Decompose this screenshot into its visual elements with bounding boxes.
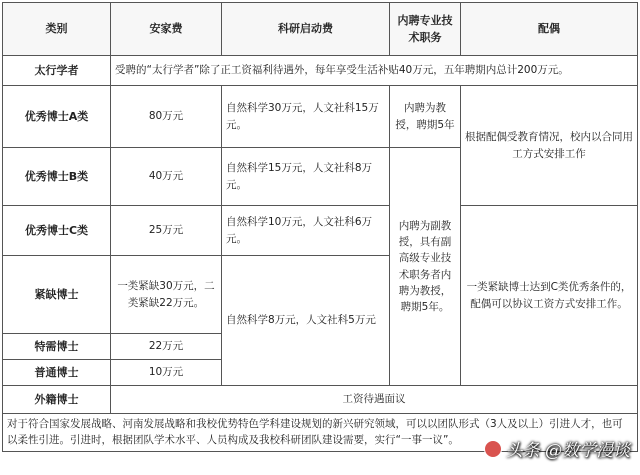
category-ordinary: 普通博士: [3, 360, 111, 386]
row-external: [3, 386, 638, 414]
spouse-shortage: 一类紧缺博士达到C类优秀条件的，配偶可以协议工资方式安排工作。: [461, 206, 638, 386]
settle-fee-excellent-a: 80万元: [111, 86, 222, 148]
row-excellent-c: [3, 206, 638, 256]
research-fund-excellent-b: 自然科学15万元，人文社科8万元。: [222, 148, 390, 206]
taihang-benefit: 受聘的“太行学者”除了正工资福利待遇外，每年享受生活补贴40万元，五年聘期内总计200万元。: [111, 56, 638, 86]
row-footnote: [3, 414, 638, 452]
settle-fee-ordinary: 10万元: [111, 360, 222, 386]
settle-fee-shortage: 一类紧缺30万元，二类紧缺22万元。: [111, 256, 222, 334]
header-position: 内聘专业技术职务: [390, 3, 461, 56]
external-benefit: 工资待遇面议: [111, 386, 638, 414]
spouse-excellent-ab: 根据配偶受教育情况，校内以合同用工方式安排工作: [461, 86, 638, 206]
row-taihang: [3, 56, 638, 86]
category-excellent-c: 优秀博士C类: [3, 206, 111, 256]
settle-fee-excellent-b: 40万元: [111, 148, 222, 206]
settle-fee-excellent-c: 25万元: [111, 206, 222, 256]
team-introduction-note: 对于符合国家发展战略、河南发展战略和我校优势特色学科建设规划的新兴研究领域，可以以团队形式（3人及以上）引进人才，也可以柔性引进。引进时，根据团队学术水平、人员构成及我校科研团队建设需要，实行“一事一议”。: [3, 414, 638, 452]
header-spouse: 配偶: [461, 3, 638, 56]
category-taihang: 太行学者: [3, 56, 111, 86]
position-excellent-a: 内聘为教授，聘期5年: [390, 86, 461, 148]
research-fund-lower-tier: 自然科学8万元，人文社科5万元: [222, 256, 390, 386]
research-fund-excellent-c: 自然科学10万元，人文社科6万元。: [222, 206, 390, 256]
talent-policy-table: [2, 2, 638, 452]
category-external: 外籍博士: [3, 386, 111, 414]
watermark-text: 头条 @数学漫谈: [505, 441, 630, 461]
category-shortage: 紧缺博士: [3, 256, 111, 334]
category-excellent-a: 优秀博士A类: [3, 86, 111, 148]
header-research-fund: 科研启动费: [222, 3, 390, 56]
header-row: [3, 3, 638, 56]
research-fund-excellent-a: 自然科学30万元，人文社科15万元。: [222, 86, 390, 148]
header-settle-fee: 安家费: [111, 3, 222, 56]
category-excellent-b: 优秀博士B类: [3, 148, 111, 206]
position-excellent-b-to-ordinary: 内聘为副教授，具有副高级专业技术职务者内聘为教授，聘期5年。: [390, 148, 461, 386]
settle-fee-special-need: 22万元: [111, 334, 222, 360]
category-special-need: 特需博士: [3, 334, 111, 360]
header-category: 类别: [3, 3, 111, 56]
row-excellent-a: [3, 86, 638, 148]
